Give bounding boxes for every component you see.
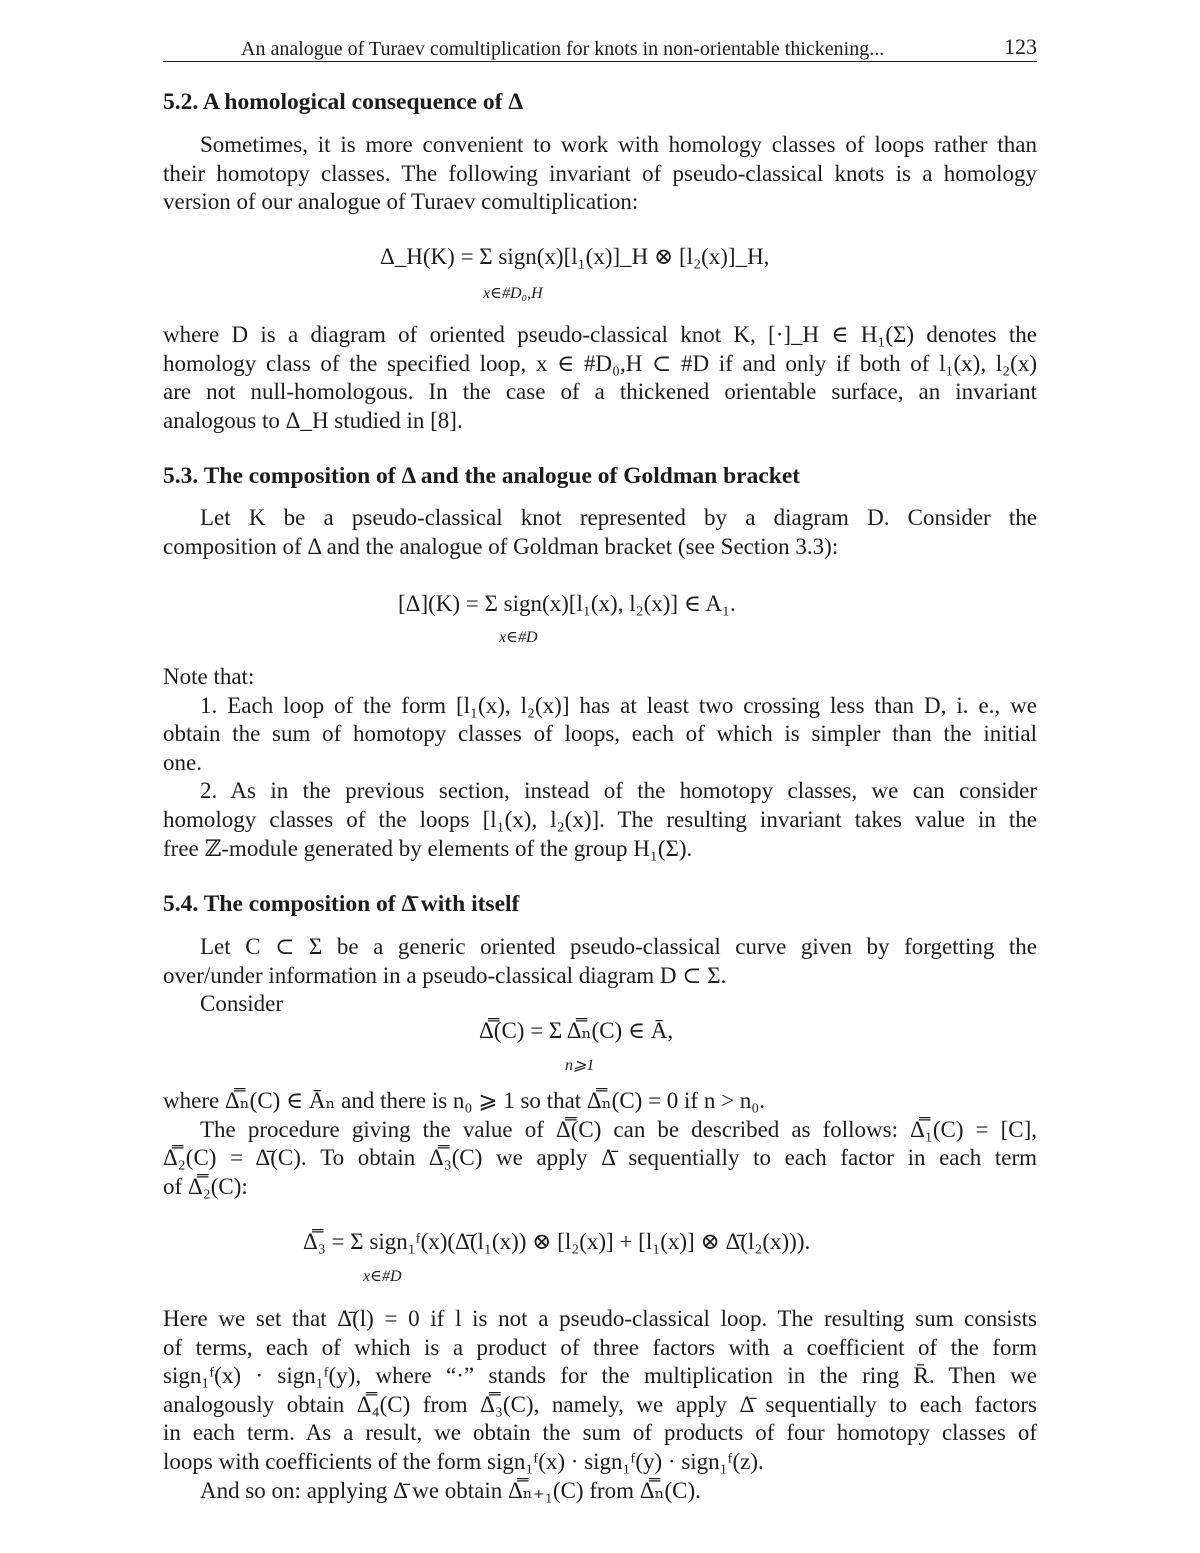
text-line: over/under information in a pseudo-classical diagram D ⊂ Σ. [163,962,727,988]
text-line: And so on: applying Δ̄ we obtain Δ̿ₙ₊₁(C) from Δ̿ₙ(C). [200,1477,701,1503]
section-5-4-intro [163,933,1037,1019]
text-line: in each term. As a result, we obtain the sum of products of four homotopy classes of [163,1420,1037,1446]
text-line: Here we set that Δ̄(l) = 0 if l is not a pseudo-classical loop. The resulting sum consists [163,1306,1037,1331]
text-line: their homotopy classes. The following invariant of pseudo-classical knots is a homology [163,160,1037,186]
text-line: analogously obtain Δ̿₄(C) from Δ̿₃(C), namely, we apply Δ̄ sequentially to each factors [163,1391,1037,1417]
text-line: of terms, each of which is a product of three factors with a coefficient of the form [163,1334,1037,1360]
text-line: where D is a diagram of oriented pseudo-classical knot K, [·]_H ∈ H₁(Σ) denotes the [163,322,1037,347]
section-5-2-explanation [163,321,1037,435]
text-line: The procedure giving the value of Δ̿(C) can be described as follows: Δ̿₁(C) = [C], [200,1116,1037,1142]
text-line: free ℤ-module generated by elements of the group H₁(Σ). [163,835,693,861]
equation-goldman-subscript: x∈#D [499,629,538,646]
note-label: Note that: [163,664,255,689]
text-line: version of our analogue of Turaev comultiplication: [163,189,639,215]
equation-delta-h: Δ_H(K) = Σ sign(x)[l₁(x)]_H ⊗ [l₂(x)]_H, [380,244,770,269]
section-5-4-conclusion [163,1305,1037,1505]
text-line: sign₁ᶠ(x) · sign₁ᶠ(y), where “·” stands for the multiplication in the ring R̄. Then we [163,1363,1037,1389]
text-line: one. [163,749,202,775]
text-line: analogous to Δ_H studied in [8]. [163,407,463,433]
text-line: composition of Δ and the analogue of Goldman bracket (see Section 3.3): [163,533,839,559]
section-heading-5-3: 5.3. The composition of Δ and the analogue of Goldman bracket [163,463,801,489]
text-line: Δ̿₂(C) = Δ̄(C). To obtain Δ̿₃(C) we apply Δ̄ sequentially to each factor in each term [163,1145,1037,1171]
equation-double-delta-subscript: n⩾1 [565,1057,595,1074]
equation-goldman: [Δ](K) = Σ sign(x)[l₁(x), l₂(x)] ∈ A₁. [398,591,736,616]
section-5-2-intro [163,131,1037,217]
page-number: 123 [1004,34,1037,59]
text-line: 1. Each loop of the form [l₁(x), l₂(x)] has at least two crossing less than D, i. e., we [200,692,1037,718]
text-line: loops with coefficients of the form sign₁ᶠ(x) · sign₁ᶠ(y) · sign₁ᶠ(z). [163,1448,764,1474]
running-title: An analogue of Turaev comultiplication for knots in non-orientable thickening... [241,38,885,60]
section-heading-5-4: 5.4. The composition of Δ̄ with itself [163,891,520,917]
equation-double-delta-3: Δ̿₃ = Σ sign₁ᶠ(x)(Δ̄(l₁(x)) ⊗ [l₂(x)] + [l₁(x)] ⊗ Δ̄(l₂(x))). [303,1229,811,1254]
equation-delta-h-subscript: x∈#D₀,H [483,285,543,302]
running-header [163,33,1037,62]
text-line: Consider [200,991,284,1017]
text-line: of Δ̿₂(C): [163,1173,248,1199]
text-line: Let K be a pseudo-classical knot represented by a diagram D. Consider the [200,505,1037,530]
section-5-3-intro [163,504,1037,561]
text-line: Sometimes, it is more convenient to work with homology classes of loops rather than [200,132,1037,157]
text-line: obtain the sum of homotopy classes of loops, each of which is simpler than the initial [163,721,1037,747]
section-heading-5-2: 5.2. A homological consequence of Δ [163,89,524,115]
text-line: are not null-homologous. In the case of a thickened orientable surface, an invariant [163,379,1037,405]
text-line: homology class of the specified loop, x ∈ #D₀,H ⊂ #D if and only if both of l₁(x), l₂(x) [163,350,1037,376]
section-5-3-notes [163,663,1037,863]
text-line: where Δ̿ₙ(C) ∈ Āₙ and there is n₀ ⩾ 1 so that Δ̿ₙ(C) = 0 if n > n₀. [163,1088,766,1113]
text-line: 2. As in the previous section, instead of the homotopy classes, we can consider [200,778,1037,804]
equation-double-delta: Δ̿(C) = Σ Δ̿ₙ(C) ∈ Ā, [479,1018,674,1043]
text-line: Let C ⊂ Σ be a generic oriented pseudo-classical curve given by forgetting the [200,934,1037,959]
text-line: homology classes of the loops [l₁(x), l₂(x)]. The resulting invariant takes value in the [163,806,1037,832]
section-5-4-procedure [163,1087,1037,1201]
equation-double-delta-3-subscript: x∈#D [363,1268,402,1285]
